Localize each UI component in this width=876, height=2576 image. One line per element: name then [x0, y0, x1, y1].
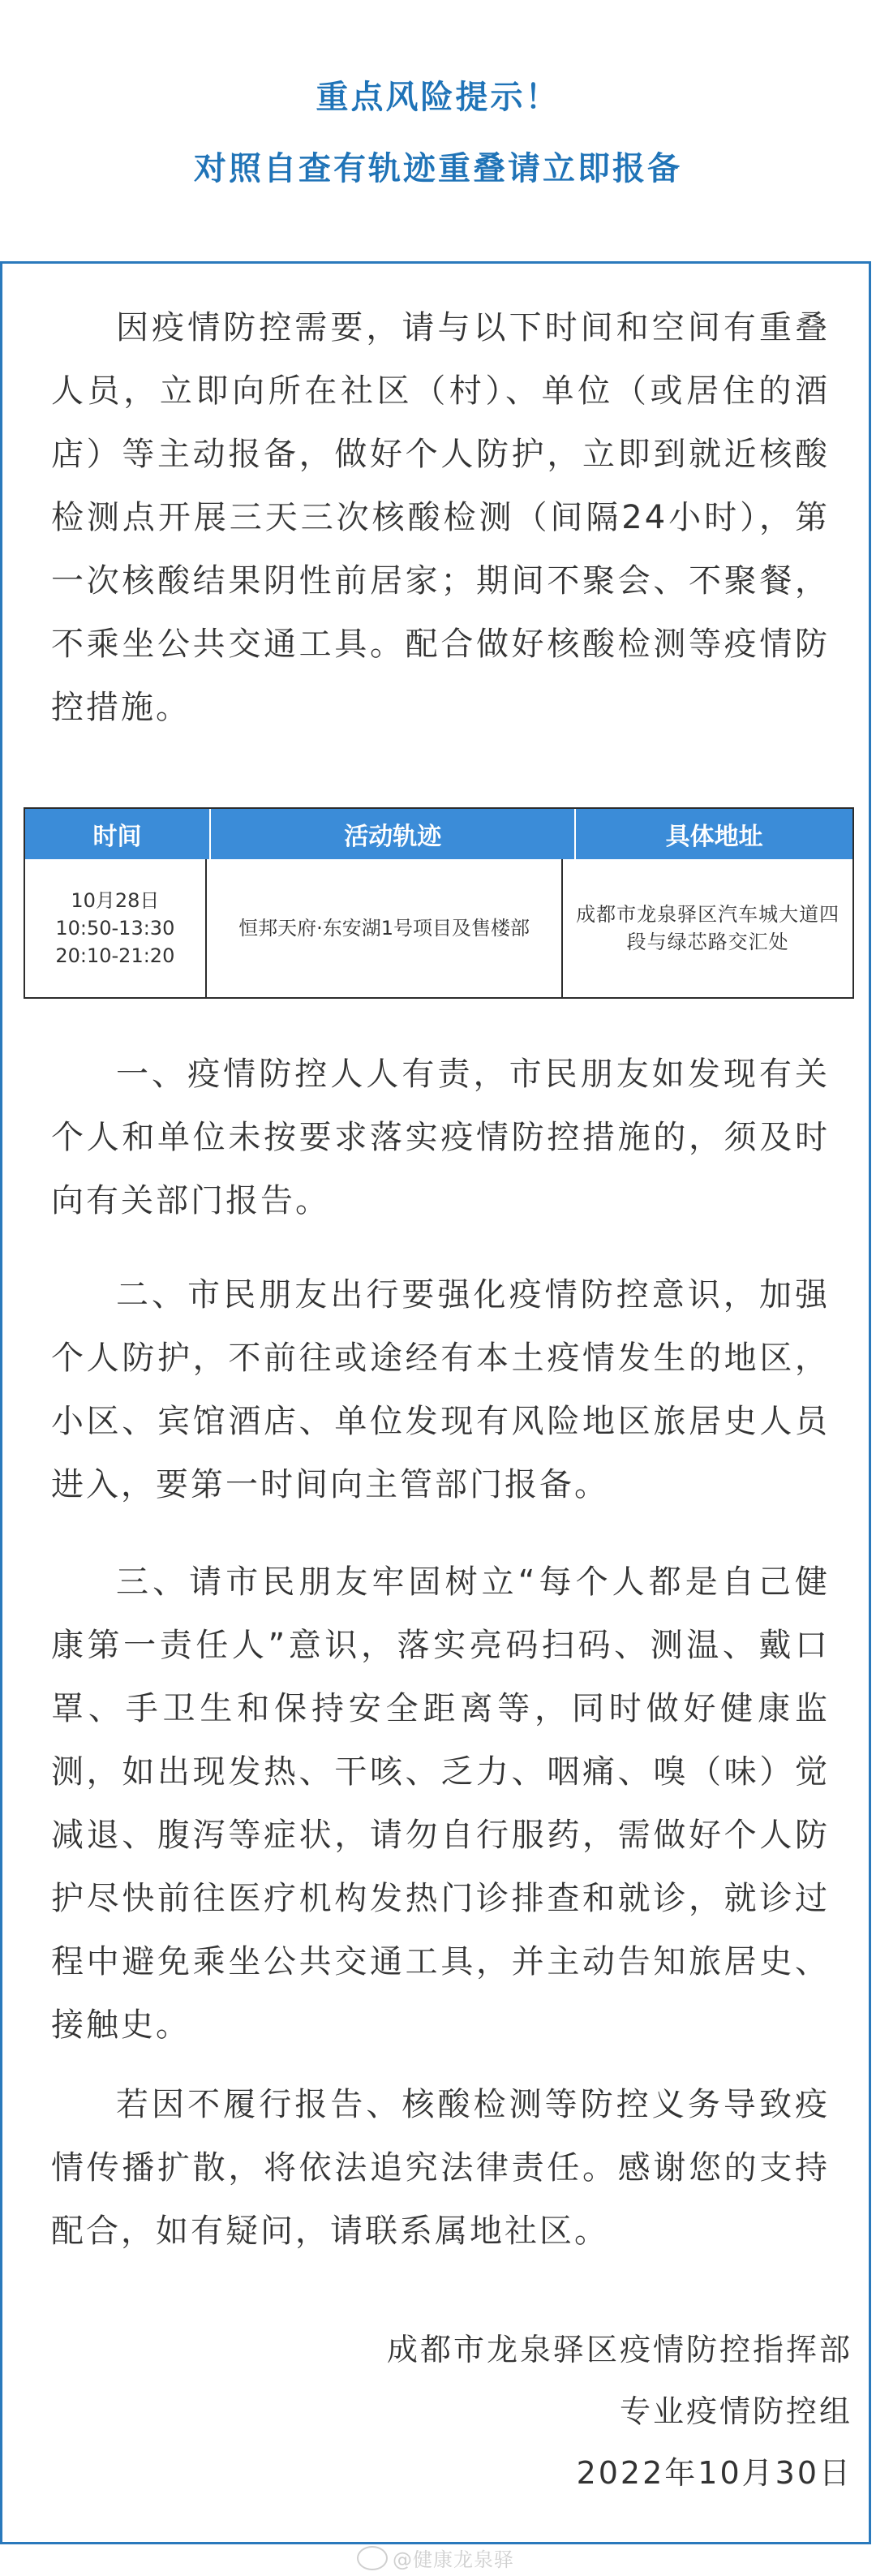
- table-row: [25, 859, 852, 997]
- table-header-track: 活动轨迹: [211, 809, 576, 859]
- signature-date: 2022年10月30日: [576, 2455, 852, 2491]
- time-range-2: 20:10-21:20: [55, 944, 175, 967]
- table-header-row: [25, 809, 852, 859]
- notice-item-2: 二、市民朋友出行要强化疫情防控意识，加强个人防护，不前往或途经有本土疫情发生的地区，小区、宾馆酒店、单位发现有风险地区旅居史人员进入，要第一时间向主管部门报备。: [51, 1276, 830, 1503]
- table-cell-track: 恒邦天府·东安湖1号项目及售楼部: [207, 859, 564, 997]
- table-header-address: 具体地址: [665, 823, 763, 851]
- page-header: [0, 0, 876, 260]
- time-date: 10月28日: [71, 889, 160, 912]
- header-title: 重点风险提示！: [316, 79, 560, 116]
- table-cell-time: [25, 859, 207, 997]
- watermark: [357, 2544, 514, 2572]
- closing-paragraph: 若因不履行报告、核酸检测等防控义务导致疫情传播扩散，将依法追究法律责任。感谢您的支持配合，如有疑问，请联系属地社区。: [51, 2086, 830, 2250]
- table-header-time: 时间: [25, 809, 211, 859]
- weibo-icon: [357, 2546, 388, 2570]
- watermark-text: @健康龙泉驿: [393, 2548, 514, 2571]
- time-range-1: 10:50-13:30: [55, 917, 175, 940]
- table-cell-address: 成都市龙泉驿区汽车城大道四段与绿芯路交汇处: [576, 903, 840, 953]
- intro-paragraph: 因疫情防控需要，请与以下时间和空间有重叠人员，立即向所在社区（村）、单位（或居住的酒店）等主动报备，做好个人防护，立即到就近核酸检测点开展三天三次核酸检测（间隔24小时），第一次核酸结果阴性前居家；期间不聚会、不聚餐，不乘坐公共交通工具。配合做好核酸检测等疫情防控措施。: [51, 309, 830, 726]
- track-table: [24, 807, 854, 999]
- header-subtitle: 对照自查有轨迹重叠请立即报备: [194, 150, 682, 187]
- notice-item-3: 三、请市民朋友牢固树立“每个人都是自己健康第一责任人”意识，落实亮码扫码、测温、戴口罩、手卫生和保持安全距离等，同时做好健康监测，如出现发热、干咳、乏力、咽痛、嗅（味）觉减退、腹泻等症状，请勿自行服药，需做好个人防护尽快前往医疗机构发热门诊排查和就诊，就诊过程中避免乘坐公共交通工具，并主动告知旅居史、接触史。: [51, 1563, 830, 2044]
- notice-item-1: 一、疫情防控人人有责，市民朋友如发现有关个人和单位未按要求落实疫情防控措施的，须及时向有关部门报告。: [51, 1056, 830, 1219]
- signature-group: 专业疫情防控组: [619, 2393, 852, 2429]
- notice-frame: [0, 261, 871, 2544]
- signature-org: 成都市龙泉驿区疫情防控指挥部: [386, 2332, 852, 2367]
